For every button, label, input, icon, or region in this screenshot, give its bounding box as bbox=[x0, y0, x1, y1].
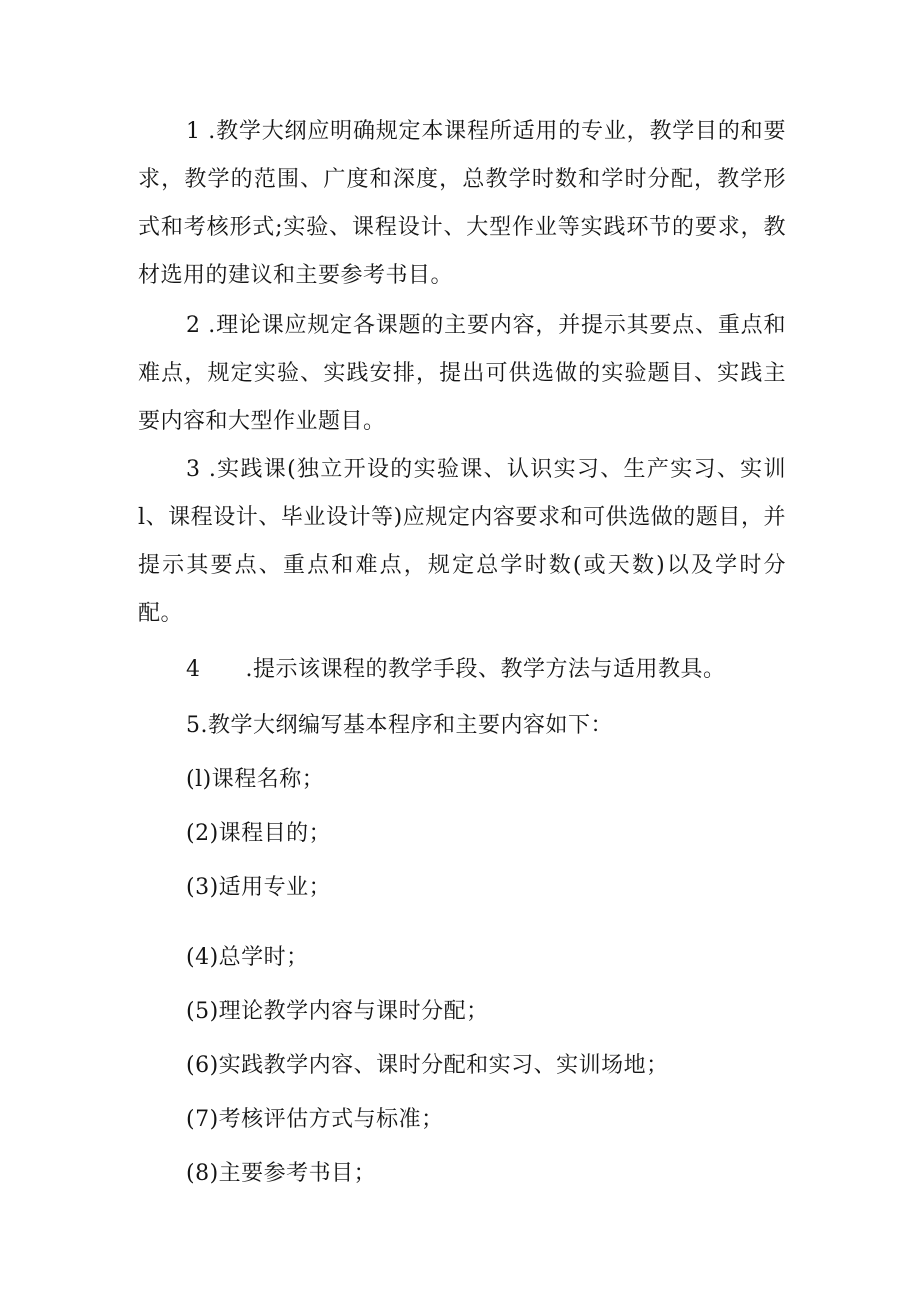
paragraph-4: 4 .提示该课程的教学手段、教学方法与适用教具。 bbox=[186, 657, 726, 682]
list-item: (3)适用专业； bbox=[186, 875, 332, 900]
paragraph-1: 1 .教学大纲应明确规定本课程所适用的专业，教学目的和要求，教学的范围、广度和深度，总教学时数和学时分配，教学形式和考核形式;实验、课程设计、大型作业等实践环节的要求，教材选用的建议和主要参考书目。 bbox=[138, 119, 786, 288]
paragraph-3: 3 .实践课(独立开设的实验课、认识实习、生产实习、实训l、课程设计、毕业设计等)应规定内容要求和可供选做的题目，并提示其要点、重点和难点，规定总学时数(或天数)以及学时分配。 bbox=[138, 457, 786, 626]
list-item: (7)考核评估方式与标准； bbox=[186, 1107, 444, 1132]
list-item: (l)课程名称； bbox=[186, 767, 325, 792]
list-item: (8)主要参考书目； bbox=[186, 1161, 377, 1186]
list-item: (6)实践教学内容、课时分配和实习、实训场地； bbox=[186, 1053, 669, 1078]
list-item: (4)总学时； bbox=[186, 945, 309, 970]
list-heading: 5.教学大纲编写基本程序和主要内容如下： bbox=[186, 713, 613, 738]
paragraph-2: 2 .理论课应规定各课题的主要内容，并提示其要点、重点和难点，规定实验、实践安排，提出可供选做的实验题目、实践主要内容和大型作业题目。 bbox=[138, 313, 786, 434]
list-item: (2)课程目的； bbox=[186, 821, 332, 846]
list-item: (5)理论教学内容与课时分配； bbox=[186, 999, 489, 1024]
